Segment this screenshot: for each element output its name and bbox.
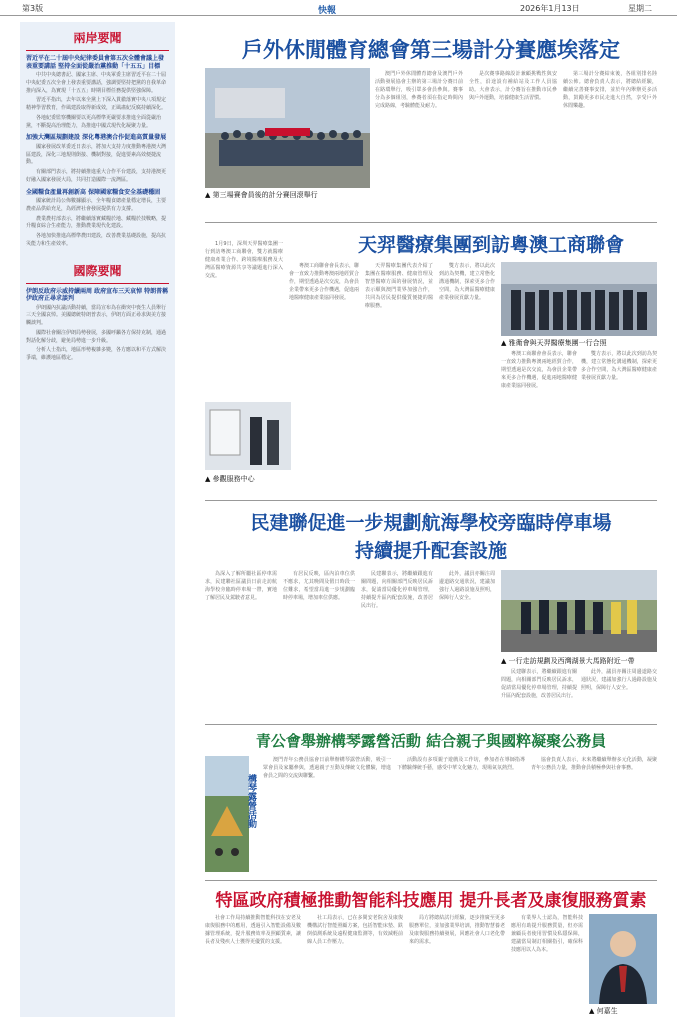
article-2-paragraph: 雙方表示，將以此次到訪為契機，建立常態化溝通機制，探索更多合作空間，為大灣區醫療健康產業發展貢獻力量。 [439, 263, 495, 302]
article-3-photo-caption: ▲ 一行走訪規劃及西灣湖景大馬路附近一帶 [501, 656, 657, 666]
sidebar-paragraph: 各地加快推進高標準農田建設，改善農業基礎設施，提高抗災能力和生產效率。 [26, 233, 167, 247]
sidebar-paragraph: 國家統計局公佈數據顯示，全年糧食總產量穩定增長，主要農產品供給充足，為經濟社會發展提供有力支撐。 [26, 198, 167, 212]
site-visit-photo [501, 570, 657, 652]
sidebar-headline: 伊朗反政府示威持續兩周 政府宣布三天哀悼 特朗普稱伊政府正尋求談判 [26, 287, 169, 302]
sidebar-headline: 習近平在二十屆中央紀律委員會第五次全體會議上發表重要講話 堅持全面從嚴治黨推動「十五五」目標 [26, 55, 165, 70]
article-2-group-caption: ▲ 雅衛會與天羿醫療集團一行合照 [501, 338, 657, 348]
article-2-headline: 天羿醫療集團到訪粵澳工商聯會 [357, 234, 624, 256]
sidebar-paragraph: 分析人士指出，地區形勢複雜多變，各方應以和平方式解決爭端，維護地區穩定。 [26, 347, 167, 361]
divider [205, 222, 657, 223]
issue-weekday: 星期二 [628, 4, 652, 13]
portrait-photo [589, 914, 657, 1004]
article-1-paragraph: 是次賽事路線設計兼顧挑戰性與安全性，沿途設有補給站及工作人員協助。大會表示，計分賽旨在推動市民參與戶外運動，培養健康生活習慣。 [469, 71, 557, 102]
sidebar-paragraph: 國家發展改革委近日表示，將加大支持力度推動粵港澳大灣區建設，深化三地規則銜接、機制對接，促進要素高效便捷流動。 [26, 143, 167, 166]
article-1-paragraph: 第三場計分賽結束後，各組別排名陸續公佈。總會負責人表示，將總結經驗，繼續完善賽事安排，並於年內舉辦更多活動，鼓勵更多市民走進大自然，享受戶外休閒樂趣。 [563, 71, 657, 110]
article-4-side-title: 構琴露營活動 [246, 774, 256, 828]
article-3-paragraph: 此外，議員亦關注周邊道路交通狀況，建議加強行人過路設施及照明，保障行人安全。 [439, 571, 495, 602]
sidebar-headline: 全國糧食產量再創新高 保障國家糧食安全基礎穩固 [26, 188, 161, 196]
article-1-paragraph: 澳門戶外休閒體育總會及澳門戶外活動發展協會主辦的第三場計分賽日前在路環舉行，吸引眾多會員參與。賽事分為多個組別，參賽者須在指定時間內完成路線，考驗體能及耐力。 [375, 71, 463, 110]
article-5-paragraph: 社工局表示，已在多間安老院舍及康復機構試行智能照顧方案，包括智能床墊、跌倒偵測系統及遠程健康監測等，有效減輕前線人員工作壓力。 [307, 915, 403, 946]
divider [205, 880, 657, 881]
article-5-headline: 特區政府積極推動智能科技應用 提升長者及康復服務質素 [215, 891, 647, 911]
sidebar-paragraph: 有關部門表示，將持續推進重大合作平台建設，支持港澳更好融入國家發展大局，共同打造國際一流灣區。 [26, 169, 167, 183]
article-1-headline: 戶外休閒體育總會第三場計分賽應埃落定 [242, 37, 620, 62]
sidebar-paragraph: 中共中央總書記、國家主席、中央軍委主席習近平在二十屆中央紀委五次全會上發表重要講話，強調要堅持把黨的自我革命推向深入，為實現「十五五」時期目標任務提供堅強保障。 [26, 72, 167, 94]
group-photo-visit [501, 262, 657, 336]
article-2-paragraph: 雙方表示，將以此次到訪為契機，建立常態化溝通機制，探索更多合作空間，為大灣區醫療健康產業發展貢獻力量。 [581, 351, 657, 382]
article-3-headline-line1: 民建聯促進一步規劃航海學校旁臨時停車場 [250, 512, 612, 534]
article-2-paragraph: 天羿醫療集團代表介紹了集團在醫療服務、健康管理及智慧醫療方面的發展情況，並表示願與澳門業界加強合作，共同為居民提供優質便捷的醫療服務。 [365, 263, 433, 310]
article-3-paragraph: 民建聯表示，將繼續跟進有關問題，向相關部門反映居民訴求，促請當局優化停車場管理，持續提升區內配套設施，改善居民出行。 [501, 669, 577, 700]
divider [205, 724, 657, 725]
article-3-headline-line2: 持續提升配套設施 [354, 540, 507, 562]
article-2-paragraph: 粵澳工商聯會會長表示，聯會一直致力推動粵澳兩地經貿合作，期望透過是次交流，為會員企業帶來更多合作機遇，促進兩地醫療健康產業協同發展。 [289, 263, 359, 302]
page-header [0, 0, 677, 16]
sidebar-paragraph: 伊朗國內抗議活動持續，當局宣布為在衝突中喪生人員舉行三天全國哀悼。美國總統特朗普表示，伊朗方面正尋求與美方接觸談判。 [26, 304, 167, 326]
cross-strait-section-title: 兩岸要聞 [26, 26, 169, 51]
sidebar-paragraph: 農業農村部表示，將繼續落實藏糧於地、藏糧於技戰略，提升糧食綜合生產能力，推動農業現代化建設。 [26, 215, 167, 230]
sidebar-paragraph: 各地紀委監察機關要以更高標準更嚴要求推進全面從嚴治黨，不斷提高治理能力，為推進中國式現代化凝聚力量。 [26, 114, 162, 129]
article-3-paragraph: 此外，議員亦關注周邊道路交通狀況，建議加強行人過路設施及照明，保障行人安全。 [581, 669, 657, 692]
main-content [185, 22, 657, 1017]
article-5-paragraph: 有業界人士認為，智能科技應用有助提升服務質量，但亦需兼顧長者使用習慣及私隱保障，建議當局制訂相關指引，確保科技應用以人為本。 [511, 915, 583, 954]
sidebar-paragraph: 習近平指出，去年以來全黨上下深入貫徹落實中央八項規定精神學習教育，作風建設取得新成效，正風肅紀反腐持續深化。 [26, 97, 167, 111]
article-4-headline: 青公會舉辦構琴露營活動 結合親子與國粹凝聚公務員 [255, 732, 607, 750]
sidebar-paragraph: 國際社會關注伊朗局勢發展，多國呼籲各方保持克制，通過對話化解分歧，避免局勢進一步升級。 [26, 329, 167, 344]
divider [205, 500, 657, 501]
group-photo-hikers [205, 68, 370, 188]
issue-date: 2026年1月13日 [520, 4, 580, 13]
article-3-paragraph: 民建聯表示，將繼續跟進有關問題，向相關部門反映居民訴求，促請當局優化停車場管理，持續提升區內配套設施，改善居民出行。 [361, 571, 433, 610]
article-1-photo-caption: ▲ 第三場賽會員後的計分賽回滾舉行 [205, 190, 370, 200]
article-2-visit-caption: ▲ 參觀服務中心 [205, 474, 291, 484]
international-section-title: 國際要聞 [26, 259, 169, 284]
sidebar-headline: 加強大灣區規劃建設 深化粵港澳合作促進高質量發展 [26, 134, 167, 142]
article-3-paragraph: 為深入了解所屬社區停車需求，民建聯社區議員日前走訪航海學校旁臨時停車場一帶，實地了解居民及駕駛者意見。 [205, 571, 277, 602]
article-4-paragraph: 活動設有多項親子遊戲及工作坊，參加者在導師指導下體驗傳統手藝，感受中華文化魅力，現場氣氛熱烈。 [397, 757, 525, 772]
article-5-paragraph: 局方將總結試行經驗，逐步推廣至更多服務單位，並加強業界培訓，推動智慧養老及康復服務持續發展，回應社會人口老化帶來的需求。 [409, 915, 505, 946]
article-3-paragraph: 有居民反映，區內泊車位供不應求，尤其晚間及假日時段一位難求，希望當局進一步規劃臨時停車場，增加車位供應。 [283, 571, 355, 602]
news-sidebar [20, 22, 175, 1017]
paper-name: 快報 [318, 6, 337, 16]
article-2-paragraph: 1月9日，深圳天羿醫療集團一行到訪粵澳工商聯會，雙方就醫療健康產業合作、跨境醫療服務及大灣區醫療資源共享等議題進行深入交流。 [205, 241, 283, 280]
page-number: 第3版 [22, 4, 44, 13]
article-4-paragraph: 澳門青年公務員協會日前舉辦構琴露營活動，吸引一眾會員及家屬參與，透過親子互動及傳統文化體驗，增進會員之間的交流與聯繫。 [263, 757, 391, 780]
article-5-paragraph: 社會工作局持續推動智能科技在安老及康復服務中的應用，透過引入智能設備及數據管理系統，提升服務效率及照顧質素，讓長者及殘疾人士獲得更優質的支援。 [205, 915, 301, 946]
article-4-paragraph: 協會負責人表示，未來將繼續舉辦多元化活動，凝聚青年公務員力量，推動會員積極參與社會事務。 [531, 757, 657, 772]
service-centre-photo [205, 402, 291, 470]
article-2-paragraph: 粵澳工商聯會會長表示，聯會一直致力推動粵澳兩地經貿合作，期望透過是次交流，為會員企業帶來更多合作機遇，促進兩地醫療健康產業協同發展。 [501, 351, 577, 390]
article-5-photo-caption: ▲ 何嘉生 [589, 1006, 657, 1016]
